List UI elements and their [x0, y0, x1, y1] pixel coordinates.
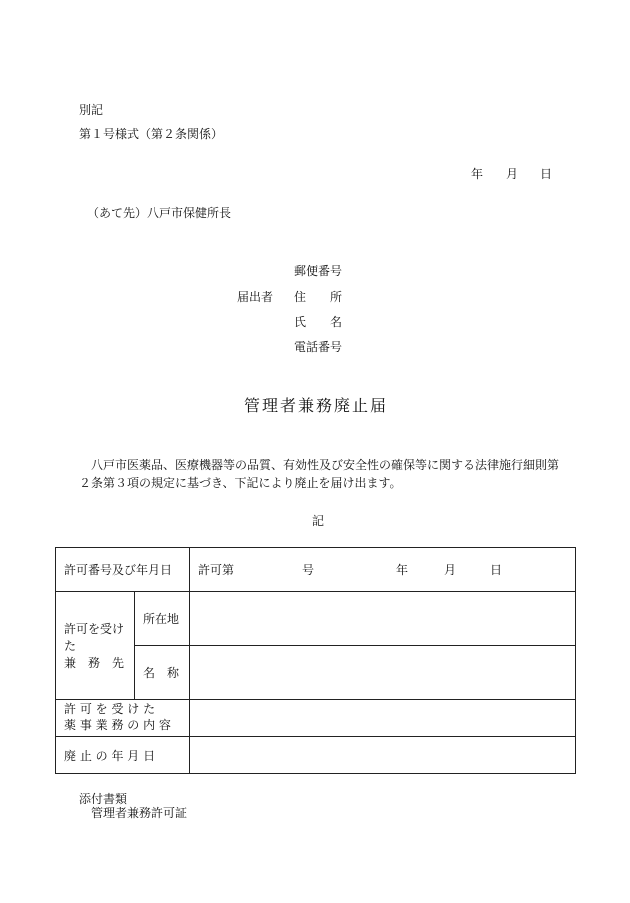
workplace-label-2: 兼 務 先 — [64, 656, 125, 670]
permit-label-cell — [56, 548, 190, 592]
form-number: 第１号様式（第２条関係） — [79, 127, 224, 141]
postal-code-label: 郵便番号 — [294, 264, 343, 278]
workplace-label-1: 許可を受けた — [64, 622, 125, 653]
ki-label: 記 — [312, 514, 325, 528]
business-value-cell[interactable] — [190, 700, 576, 737]
attachments-item: 管理者兼務許可証 — [91, 806, 188, 820]
notifier-role: 届出者 — [237, 290, 274, 304]
business-label-cell — [56, 700, 190, 737]
phone-label: 電話番号 — [294, 340, 343, 354]
document-title: 管理者兼務廃止届 — [244, 396, 389, 415]
abolish-date-label-cell — [56, 737, 190, 774]
body-line-2: ２条第３項の規定に基づき、下記により廃止を届け出ます。 — [79, 476, 402, 490]
table-row — [56, 592, 576, 646]
annex-label: 別記 — [79, 103, 104, 117]
notification-table — [55, 547, 576, 774]
permit-value — [198, 561, 567, 578]
workplace-name-label: 名 称 — [143, 666, 180, 680]
location-label-cell — [135, 592, 190, 646]
table-row — [56, 548, 576, 592]
workplace-name-value-cell[interactable] — [190, 646, 576, 700]
permit-prefix: 許可第 — [198, 563, 235, 577]
permit-go: 号 — [302, 563, 315, 577]
abolish-date-value-cell[interactable] — [190, 737, 576, 774]
table-row — [56, 737, 576, 774]
workplace-name-label-cell — [135, 646, 190, 700]
attachments-heading: 添付書類 — [79, 792, 128, 806]
date-year: 年 — [471, 167, 484, 181]
permit-label: 許可番号及び年月日 — [64, 563, 173, 577]
business-label-1: 許 可 を 受 け た — [64, 702, 156, 717]
business-label-2: 薬 事 業 務 の 内 容 — [64, 718, 171, 732]
workplace-label-cell — [56, 592, 135, 700]
permit-year: 年 — [396, 563, 409, 577]
permit-day: 日 — [490, 563, 503, 577]
permit-month: 月 — [444, 563, 457, 577]
abolish-date-label: 廃 止 の 年 月 日 — [64, 748, 156, 763]
permit-value-cell[interactable] — [190, 548, 576, 592]
body-line-1: 八戸市医薬品、医療機器等の品質、有効性及び安全性の確保等に関する法律施行細則第 — [91, 458, 560, 472]
addressee: （あて先）八戸市保健所長 — [87, 206, 232, 220]
date-month: 月 — [506, 167, 519, 181]
location-label: 所在地 — [143, 612, 180, 626]
name-label: 氏 名 — [294, 315, 343, 329]
location-value-cell[interactable] — [190, 592, 576, 646]
date-day: 日 — [540, 167, 553, 181]
address-label: 住 所 — [294, 290, 343, 304]
table-row — [56, 700, 576, 737]
